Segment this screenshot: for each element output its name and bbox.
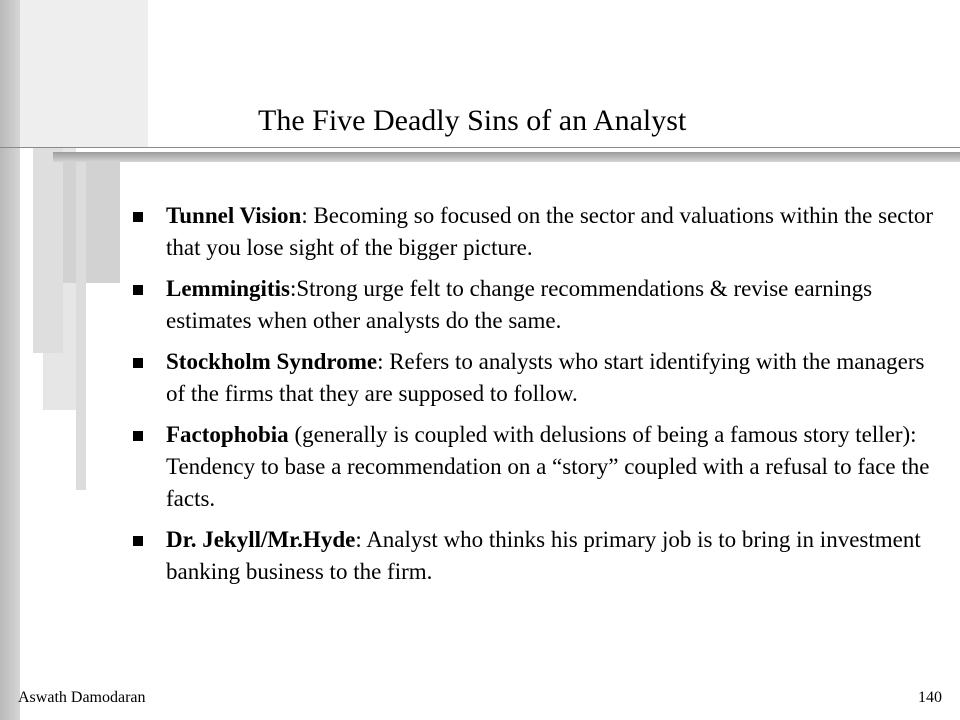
- bullet-square-icon: [133, 212, 143, 222]
- footer-author: Aswath Damodaran: [18, 689, 146, 706]
- bullet-text: : Becoming so focused on the sector and valuations within the sector that you lose sight of the bigger picture.: [166, 203, 934, 260]
- bullet-square-icon: [133, 358, 143, 368]
- bullet-term: Lemmingitis: [166, 276, 290, 301]
- bullet-term: Dr. Jekyll/Mr.Hyde: [166, 527, 356, 552]
- title-underline-bar: [53, 152, 960, 162]
- decorative-bar: [20, 0, 148, 148]
- bullet-list: [128, 200, 940, 597]
- bullet-item: [128, 419, 940, 515]
- bullet-term: Factophobia: [166, 422, 289, 447]
- bullet-square-icon: [133, 536, 143, 546]
- decorative-bar: [0, 0, 20, 720]
- bullet-item: [128, 524, 940, 588]
- slide-title: The Five Deadly Sins of an Analyst: [258, 104, 687, 137]
- decorative-bar: [33, 148, 63, 353]
- bullet-text: : Analyst who thinks his primary job is to bring in investment banking business to the firm.: [166, 527, 921, 584]
- bullet-square-icon: [133, 285, 143, 295]
- bullet-text: :Strong urge felt to change recommendations & revise earnings estimates when other analysts do the same.: [166, 276, 873, 333]
- bullet-text: : Refers to analysts who start identifying with the managers of the firms that they are supposed to follow.: [166, 349, 925, 406]
- bullet-item: [128, 200, 940, 264]
- bullet-text: (generally is coupled with delusions of being a famous story teller): Tendency to base a recommendation on a “story” coupled with a refusal to face the facts.: [166, 422, 930, 511]
- title-divider: [0, 147, 960, 148]
- bullet-square-icon: [133, 431, 143, 441]
- bullet-item: [128, 346, 940, 410]
- bullet-term: Stockholm Syndrome: [166, 349, 378, 374]
- decorative-bar: [63, 160, 120, 283]
- bullet-term: Tunnel Vision: [166, 203, 302, 228]
- bullet-item: [128, 273, 940, 337]
- decorative-bar: [76, 160, 86, 490]
- page-number: 140: [918, 689, 942, 706]
